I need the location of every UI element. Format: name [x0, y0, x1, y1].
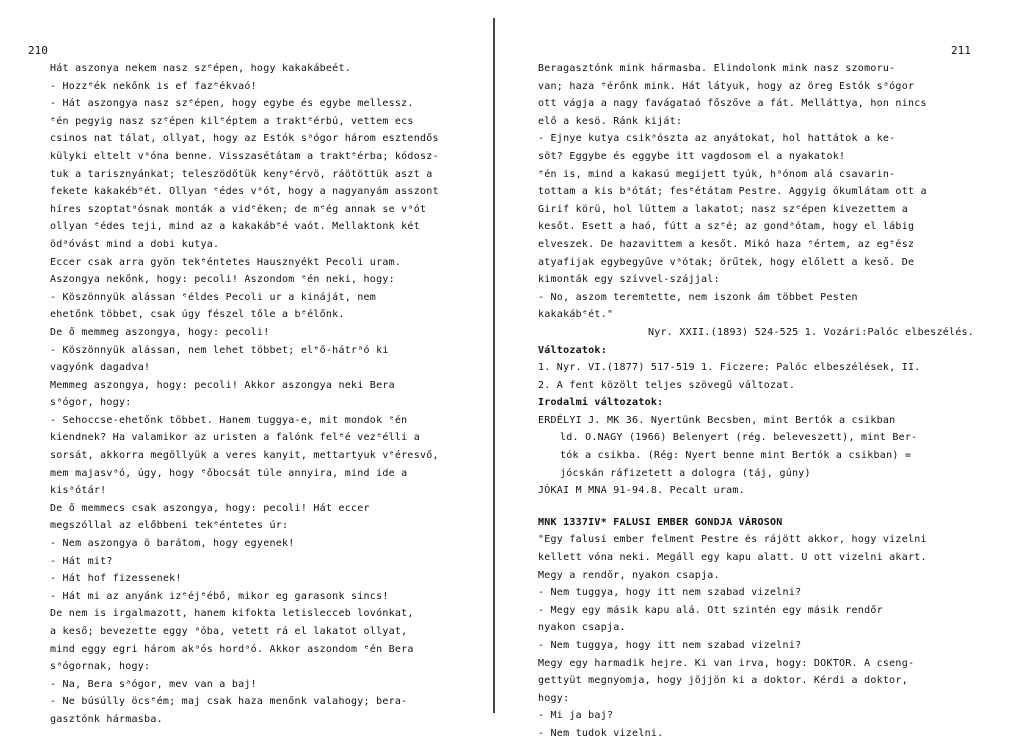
text-line: ott vágja a nagy favágataó főszőve a fát. Melláttya, hon nincs: [538, 98, 927, 110]
section-heading-literary: Irodalmi változatok:: [538, 397, 664, 409]
text-line: Aszongya nekőnk, hogy: pecoli! Aszondom ᵉén neki, hogy:: [50, 274, 395, 286]
text-line: kimonták egy szívvel-szájjal:: [538, 274, 720, 286]
text-line: - Mi ja baj?: [538, 710, 614, 722]
text-line: hogy:: [538, 692, 570, 704]
text-line: - Nem aszongya ö barátom, hogy egyenek!: [50, 538, 295, 550]
text-line: a keső; bevezette eggy ᵃóba, vetett rá el lakatot ollyat,: [50, 626, 408, 637]
page-number: 211: [951, 44, 971, 57]
text-line: mind eggy egri három akᵃós hordᵃó. Akkor aszondom ᵉén Bera: [50, 643, 414, 655]
text-line: kakakábᵉét.": [538, 309, 614, 321]
text-line: - Hát aszongya nasz szᵉépen, hogy egybe és egybe mellessz.: [50, 98, 414, 110]
right-page: [498, 0, 1024, 739]
text-line: De nem is irgalmazott, hanem kifokta letislecceb lovónkat,: [50, 608, 414, 620]
text-line: - Nem tuggya, hogy itt nem szabad vizelni?: [538, 587, 802, 599]
source-citation: Nyr. XXII.(1893) 524-525 1. Vozári:Palóc elbeszélés.: [648, 326, 975, 338]
text-line: tuk a tarisznyánkat; teleszödőtük kenyᵉérvö, ráötöttük aszt a: [50, 168, 433, 180]
text-line: Hát aszonya nekem nasz szᵉépen, hogy kakakábeét.: [50, 63, 351, 74]
text-line: - Köszönnyük alássan, nem lehet többet; elᵉő-hátrᵃó ki: [50, 344, 389, 356]
text-line: - Ejnye kutya csikᵃószta az anyátokat, hol hattátok a ke-: [538, 133, 896, 145]
text-line: híres szoptatᵃósnak monták a vidᵉéken; de mᵉég annak se vᵃót: [50, 203, 427, 215]
text-line: ödᵃóvást mind a dobi kutya.: [50, 238, 220, 250]
text-line: külyki eltelt vᵃóna benne. Visszasétátam a traktᵉérba; kódosz-: [50, 150, 439, 162]
text-line: - Hozzᵉék nekőnk is ef fazᵉékvaó!: [50, 80, 257, 92]
text-line: kisᵃótár!: [50, 485, 107, 497]
text-line: fekete kakakébᵉét. Ollyan ᵉédes vᵃót, hogy a nagyanyám asszont: [50, 186, 439, 198]
text-line: - Megy egy másik kapu alá. Ott szintén egy másik rendőr: [538, 604, 883, 616]
text-line: mem majasvᵃó, úgy, hogy ᵉőbocsát túle annyira, mind ide a: [50, 467, 408, 479]
text-line: 2. A fent közölt teljes szövegű változat.: [538, 379, 796, 391]
text-line: - Hát mit?: [50, 555, 113, 567]
text-line: elő a kesö. Ránk kiját:: [538, 115, 683, 127]
text-line: jócskán ráfizetett a dologra (táj, gúny): [560, 467, 811, 479]
text-line: - Hát mi az anyánk izᵉéjᵉébő, mikor eg garasonk sincs!: [50, 590, 389, 602]
text-line: kellett vóna neki. Megáll egy kapu alatt. U ott vizelni akart.: [538, 552, 927, 564]
text-line: - Nem tudok vizelni.: [538, 727, 664, 739]
text-line: Eccer csak arra gyön tekᵉéntetes Hausznyékt Pecoli uram.: [50, 256, 402, 268]
text-line: - Na, Bera sᵃógor, mev van a baj!: [50, 678, 257, 690]
text-line: elveszek. De hazavittem a kesőt. Mikó haza ᵉértem, az egᵉész: [538, 238, 915, 250]
text-line: Memmeg aszongya, hogy: pecoli! Akkor aszongya neki Bera: [50, 379, 395, 391]
text-line: sᵃógor, hogy:: [50, 397, 132, 409]
text-line: megszóllal az előbbeni tekᵉéntetes úr:: [50, 520, 289, 532]
text-line: csinos nat tálat, ollyat, hogy az Estók sᵃógor három esztendős: [50, 133, 439, 145]
story-title: MNK 1337IV* FALUSI EMBER GONDJA VÁROSON: [538, 516, 783, 528]
text-line: - Köszönnyük alássan ᵉéldes Pecoli ur a kináját, nem: [50, 291, 377, 303]
text-line: ld. O.NAGY (1966) Belenyert (rég. beleveszett), mint Ber-: [560, 432, 918, 444]
text-line: "Egy falusi ember felment Pestre és rájött akkor, hogy vizelni: [538, 534, 927, 546]
text-line: ᵉén is, mind a kakasú megijett tyúk, hᵃónom alá csavarin-: [538, 168, 896, 180]
text-line: ollyan ᵉédes teji, mind az a kakakábᵉé vaót. Mellaktonk két: [50, 221, 420, 233]
text-line: Girif körü, hol lüttem a lakatot; nasz szᵉépen kivezettem a: [538, 203, 908, 215]
text-line: ᵉén pegyig nasz szᵉépen kilᵉéptem a traktᵉérbú, vettem ecs: [50, 115, 414, 127]
text-line: tók a csikba. (Rég: Nyert benne mint Bertók a csikban) =: [560, 450, 912, 462]
text-line: van; haza ᵉérőnk mink. Hát látyuk, hogy az öreg Estók sᵃógor: [538, 80, 915, 92]
section-heading-variants: Változatok:: [538, 344, 607, 356]
text-line: sorsát, akkorra megöllyük a veres kanyit, mettartyuk vᵉéresvő,: [50, 450, 439, 462]
left-page-text: [50, 60, 455, 729]
text-line: - Nem tuggya, hogy itt nem szabad vizelni?: [538, 640, 802, 651]
text-line: vagyónk dagadva!: [50, 362, 151, 374]
text-line: ERDÉLYI J. MK 36. Nyertünk Becsben, mint Bertók a csikban: [538, 414, 896, 426]
page-number: 210: [28, 44, 48, 57]
text-line: nyakon csapja.: [538, 622, 626, 634]
text-line: - Hát hof fizessenek!: [50, 573, 182, 585]
text-line: kiendnek? Ha valamikor az uristen a falónk felᵉé vezᵉélli a: [50, 432, 420, 444]
text-line: tottam a kis bᵃótát; fesᵉétátam Pestre. Aggyig ókumlátam ott a: [538, 186, 927, 198]
text-line: - Ne búsúlly öcsᵉém; maj csak haza menőnk valahogy; bera-: [50, 696, 408, 708]
text-line: JÓKAI M MNA 91-94.8. Pecalt uram.: [538, 485, 745, 497]
text-line: De ő memmeg aszongya, hogy: pecoli!: [50, 326, 270, 338]
text-line: gasztónk hármasba.: [50, 713, 163, 725]
text-line: söt? Eggybe és eggybe itt vagdosom el a nyakatok!: [538, 150, 846, 162]
text-line: Megy egy harmadik hejre. Ki van irva, hogy: DOKTOR. A cseng-: [538, 657, 915, 669]
text-line: - Sehoccse-ehetőnk többet. Hanem tuggya-e, mit mondok ᵉén: [50, 414, 408, 426]
blank-line: [538, 500, 978, 514]
text-line: kesőt. Esett a haó, fútt a szᵉé; az gondᵃótam, hogy el lábig: [538, 221, 915, 233]
text-line: De ő memmecs csak aszongya, hogy: pecoli! Hát eccer: [50, 502, 370, 514]
text-line: Beragasztónk mink hármasba. Elindolonk mink nasz szomoru-: [538, 63, 896, 74]
text-line: Megy a rendőr, nyakon csapja.: [538, 569, 720, 581]
right-page-text: [538, 60, 978, 743]
text-line: atyafijak egybegyűve vᵃótak; örűtek, hogy előlett a keső. De: [538, 256, 915, 268]
text-line: 1. Nyr. VI.(1877) 517-519 1. Ficzere: Palóc elbeszélések, II.: [538, 362, 921, 374]
text-line: - No, aszom teremtette, nem iszonk ám többet Pesten: [538, 291, 858, 303]
text-line: ehetőnk többet, csak úgy fészel tőle a bᵉélőnk.: [50, 309, 345, 321]
text-line: gettyüt megnyomja, hogy jöjjön ki a doktor. Kérdi a doktor,: [538, 675, 908, 687]
text-line: sᵃógornak, hogy:: [50, 661, 151, 673]
left-page: [0, 0, 494, 725]
